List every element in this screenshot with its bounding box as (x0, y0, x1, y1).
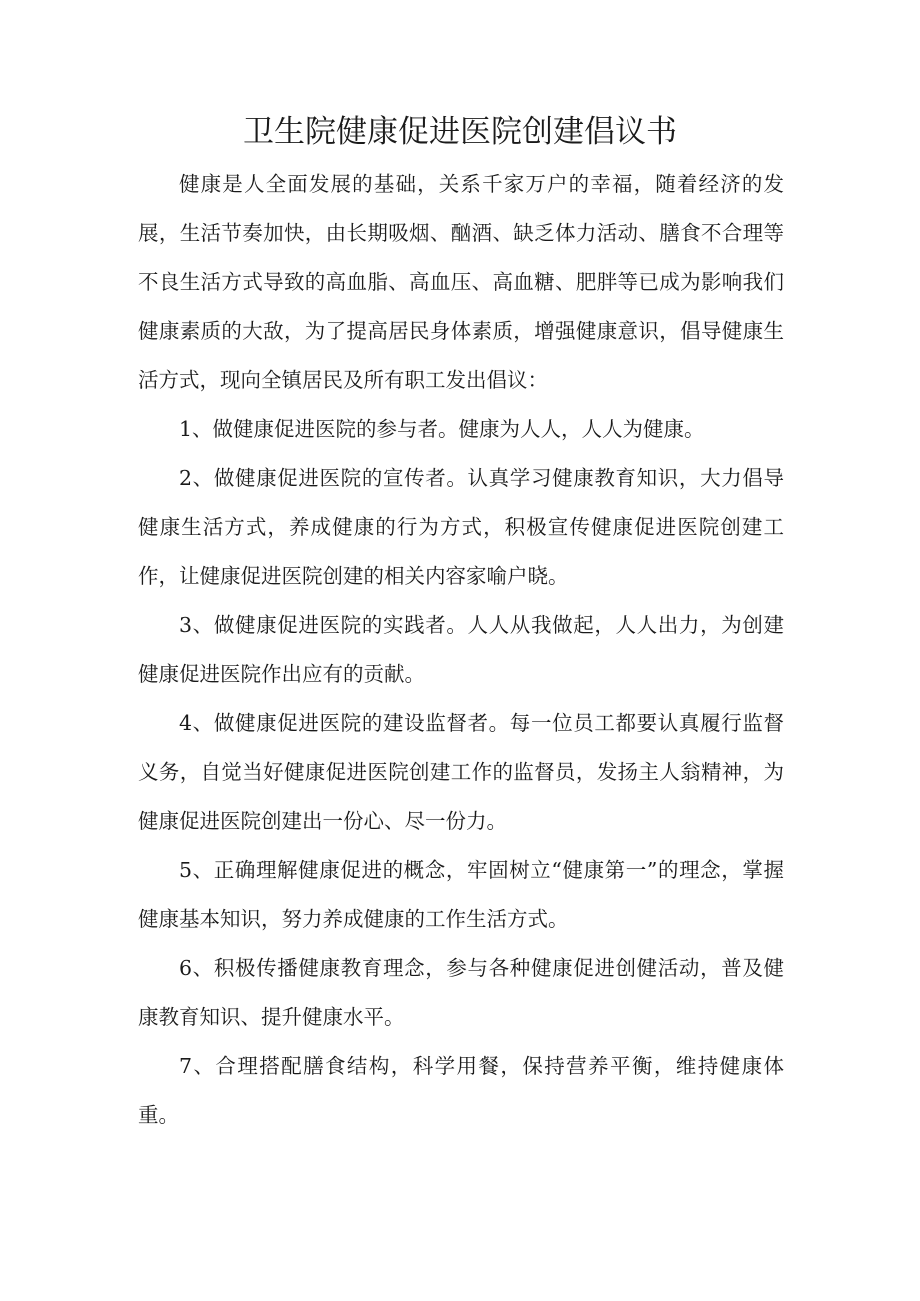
proposal-item-3: 3、做健康促进医院的实践者。人人从我做起，人人出力，为创建健康促进医院作出应有的贡献。 (138, 613, 784, 686)
proposal-item-1: 1、做健康促进医院的参与者。健康为人人，人人为健康。 (179, 417, 705, 441)
proposal-item-7: 7、合理搭配膳食结构，科学用餐，保持营养平衡，维持健康体重。 (138, 1054, 784, 1127)
proposal-item-4: 4、做健康促进医院的建设监督者。每一位员工都要认真履行监督义务，自觉当好健康促进医院创建工作的监督员，发扬主人翁精神，为健康促进医院创建出一份心、尽一份力。 (138, 711, 784, 833)
proposal-item-6: 6、积极传播健康教育理念，参与各种健康促进创健活动，普及健康教育知识、提升健康水平。 (138, 956, 784, 1029)
document-title: 卫生院健康促进医院创建倡议书 (243, 114, 677, 150)
proposal-item-2: 2、做健康促进医院的宣传者。认真学习健康教育知识，大力倡导健康生活方式，养成健康的行为方式，积极宣传健康促进医院创建工作，让健康促进医院创建的相关内容家喻户晓。 (138, 466, 784, 588)
proposal-item-5: 5、正确理解健康促进的概念，牢固树立“健康第一”的理念，掌握健康基本知识，努力养成健康的工作生活方式。 (138, 858, 784, 931)
document-body (138, 160, 784, 1140)
intro-paragraph: 健康是人全面发展的基础，关系千家万户的幸福，随着经济的发展，生活节奏加快，由长期吸烟、酗酒、缺乏体力活动、膳食不合理等不良生活方式导致的高血脂、高血压、高血糖、肥胖等已成为影响我们健康素质的大敌，为了提高居民身体素质，增强健康意识，倡导健康生活方式，现向全镇居民及所有职工发出倡议： (138, 172, 784, 392)
